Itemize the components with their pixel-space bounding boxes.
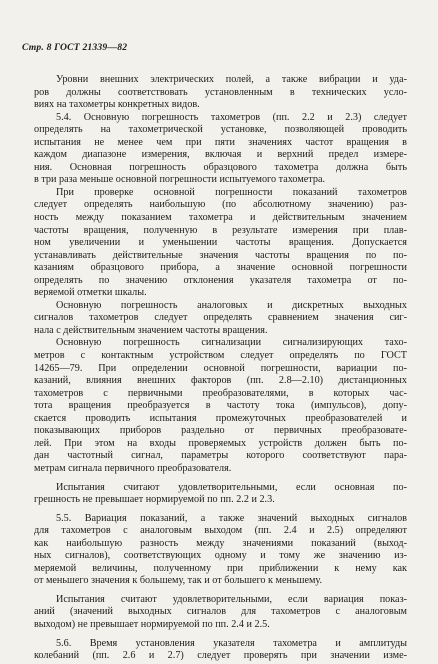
text-line: дан частотный сигнал, параметры которого соответствуют пара- bbox=[34, 450, 407, 462]
text-line: Испытания считают удовлетворительными, если основная по- bbox=[56, 481, 407, 493]
text-line: частоты вращения, полученную в результате измерения при плав- bbox=[34, 224, 407, 236]
text-line: определять по значению отклонения указателя тахометра от по- bbox=[34, 274, 407, 286]
text-line: меряемой величины, полученному при приближении к нему как bbox=[34, 562, 407, 574]
text-line: ния. Основная погрешность образцового тахометра должна быть bbox=[34, 161, 407, 173]
paragraph-main-error-check bbox=[34, 187, 407, 300]
text-line: испытания не менее чем при пяти значениях частот вращения в bbox=[34, 136, 407, 148]
paragraph-5-6 bbox=[34, 638, 407, 663]
paragraph-5-5 bbox=[34, 513, 407, 588]
text-line: от меньшего значения к большему, так и от большего к меньшему. bbox=[34, 575, 323, 587]
text-line: нала с действительным значением частоты вращения. bbox=[34, 324, 268, 336]
text-line: тота вращения преобразуется в частоту тока (импульсов), допу- bbox=[34, 400, 407, 412]
text-line: для тахометров с аналоговым выходом (пп. 2.4 и 2.5) определяют bbox=[34, 525, 407, 537]
text-line: скается проводить испытания промежуточных преобразователей и bbox=[34, 412, 407, 424]
page-header: Стр. 8 ГОСТ 21339—82 bbox=[22, 42, 128, 53]
paragraph-output-signals bbox=[34, 300, 407, 338]
text-line: казаниям образцового прибора, а значение основной погрешности bbox=[34, 262, 407, 274]
text-line: выходом) не превышает нормируемой по пп. 2.4 и 2.5. bbox=[34, 618, 270, 630]
text-line: ность между показанием тахометра и действительным значением bbox=[34, 212, 407, 224]
text-line: 5.4. Основную погрешность тахометров (пп. 2.2 и 2.3) следует bbox=[56, 111, 407, 123]
text-line: каждом диапазоне измерения, включая и верхний предел измере- bbox=[34, 149, 407, 161]
text-line: следует определять наибольшую (по абсолютному значению) раз- bbox=[34, 199, 407, 211]
body-text bbox=[34, 74, 407, 663]
text-line: 14265—79. При определении основной погрешности, вариации по- bbox=[34, 362, 407, 374]
text-line: 5.6. Время установления указателя тахометра и амплитуды bbox=[56, 637, 407, 649]
paragraph-tests-variation bbox=[34, 594, 407, 632]
text-line: ном увеличении и уменьшении частоты вращения. Допускается bbox=[34, 237, 407, 249]
text-line: в три раза меньше основной погрешности испытуемого тахометра. bbox=[34, 174, 326, 186]
text-line: как наибольшую разность между значениями показаний (выход- bbox=[34, 537, 407, 549]
paragraph-tests-main-error bbox=[34, 482, 407, 507]
paragraph-5-4 bbox=[34, 112, 407, 187]
text-line: ров должны соответствовать установленным в технических усло- bbox=[34, 86, 407, 98]
text-line: веряемой отметки шкалы. bbox=[34, 287, 147, 299]
text-line: лей. При этом на входы проверяемых устройств должен быть по- bbox=[34, 437, 407, 449]
text-line: казаний, влияния внешних факторов (пп. 2.8—2.10) дистанционных bbox=[34, 375, 407, 387]
text-line: виях на тахометры конкретных видов. bbox=[34, 99, 200, 111]
paragraph-signalling bbox=[34, 337, 407, 475]
text-line: сигналов тахометров следует определять сравнением значения сиг- bbox=[34, 312, 407, 324]
text-line: метрам сигнала первичного преобразователя. bbox=[34, 462, 232, 474]
text-line: Основную погрешность аналоговых и дискретных выходных bbox=[56, 299, 407, 311]
text-line: определять на тахометрической установке, позволяющей проводить bbox=[34, 124, 407, 136]
text-line: грешность не превышает нормируемой по пп. 2.2 и 2.3. bbox=[34, 494, 275, 506]
text-line: 5.5. Вариация показаний, а также значений выходных сигналов bbox=[56, 512, 407, 524]
text-line: Основную погрешность сигнализации сигнализирующих тахо- bbox=[56, 337, 407, 349]
text-line: аний (значений выходных сигналов для тахометров с аналоговым bbox=[34, 606, 407, 618]
text-line: Уровни внешних электрических полей, а также вибрации и уда- bbox=[56, 74, 407, 85]
text-line: ных сигналов), соответствующих одному и тому же значению из- bbox=[34, 550, 407, 562]
text-line: тахометров с первичными преобразователями, в которых час- bbox=[34, 387, 407, 399]
text-line: показывающих приборов раздельно от первичных преобразовате- bbox=[34, 425, 407, 437]
text-line: метров с контактным устройством следует определять по ГОСТ bbox=[34, 350, 407, 362]
text-line: устанавливать действительные значения частоты вращения по по- bbox=[34, 249, 407, 261]
paragraph-field-levels bbox=[34, 74, 407, 112]
text-line: При проверке основной погрешности показаний тахометров bbox=[56, 186, 407, 198]
text-line: Испытания считают удовлетворительными, если вариация показ- bbox=[56, 593, 407, 605]
text-line: колебаний (пп. 2.6 и 2.7) следует проверять при значении изме- bbox=[34, 650, 407, 662]
